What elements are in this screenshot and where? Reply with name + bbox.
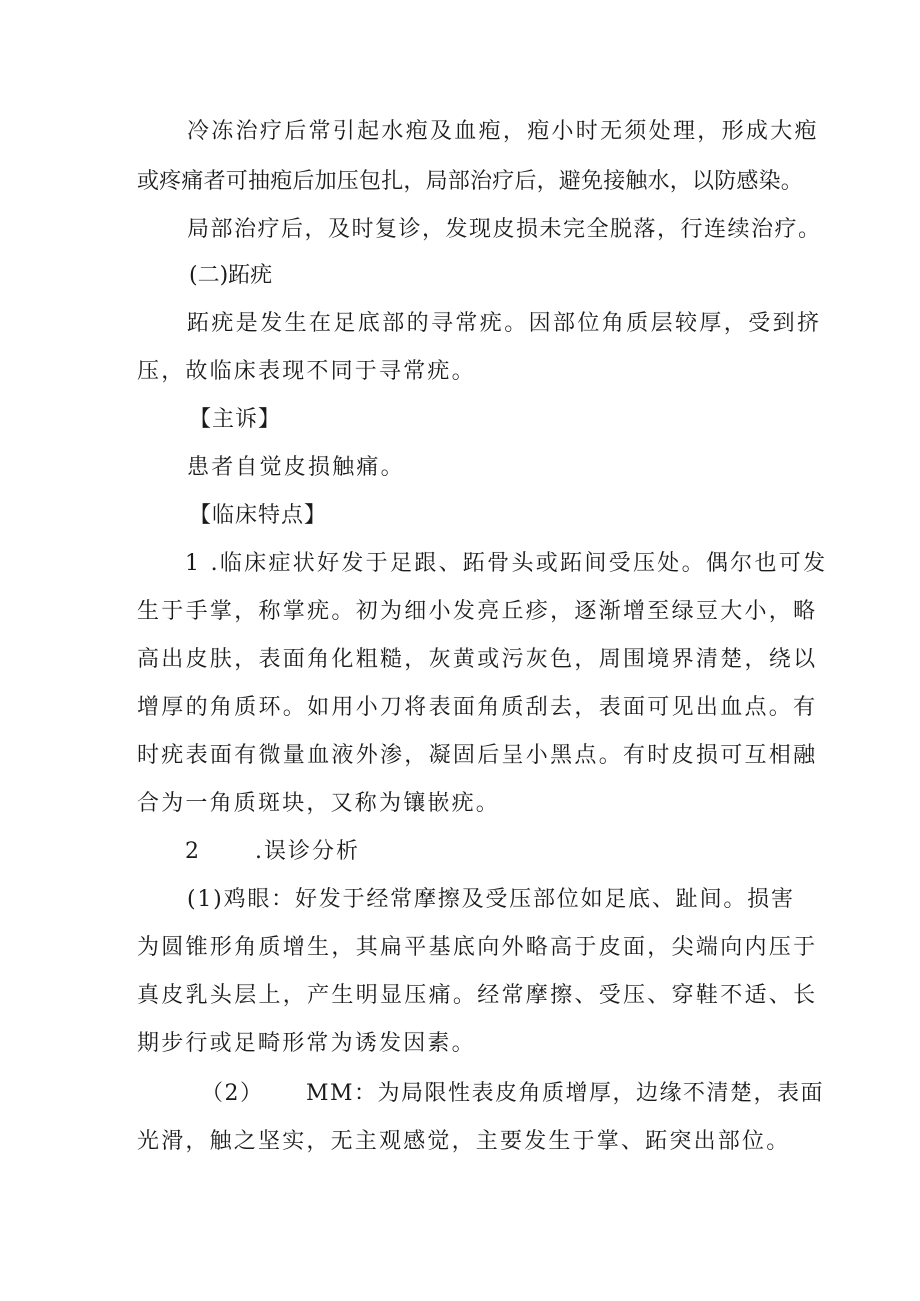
paragraph-line-1: 冷冻治疗后常引起水疱及血疱，疱小时无须处理，形成大疱 — [187, 119, 819, 144]
section-heading-plantar-warts: (二)跖疣 — [189, 263, 273, 288]
paragraph-line-20: 期步行或足畸形常为诱发因素。 — [137, 1031, 476, 1056]
paragraph-line-17: (1)鸡眼：好发于经常摩擦及受压部位如足底、趾间。损害 — [187, 887, 795, 912]
paragraph-line-13: 增厚的角质环。如用小刀将表面角质刮去，表面可见出血点。有 — [137, 695, 818, 720]
paragraph-line-22: 光滑，触之坚实，无主观感觉，主要发生于掌、跖突出部位。 — [137, 1129, 791, 1154]
paragraph-line-2: 或疼痛者可抽疱后加压包扎，局部治疗后，避免接触水，以防感染。 — [137, 169, 804, 194]
paragraph-line-3: 局部治疗后，及时复诊，发现皮损未完全脱落，行连续治疗。 — [187, 217, 822, 242]
heading-clinical-features: 【临床特点】 — [189, 503, 328, 528]
paragraph-line-5: 跖疣是发生在足底部的寻常疣。因部位角质层较厚，受到挤 — [187, 311, 822, 336]
paragraph-line-12: 高出皮肤，表面角化粗糙，灰黄或污灰色，周围境界清楚，绕以 — [137, 647, 818, 672]
paragraph-line-15: 合为一角质斑块，又称为镶嵌疣。 — [137, 791, 501, 816]
heading-chief-complaint: 【主诉】 — [189, 407, 282, 432]
paragraph-line-19: 真皮乳头层上，产生明显压痛。经常摩擦、受压、穿鞋不适、长 — [137, 983, 818, 1008]
paragraph-line-14: 时疣表面有微量血液外渗，凝固后呈小黑点。有时皮损可互相融 — [137, 743, 818, 768]
paragraph-line-8: 患者自觉皮损触痛。 — [187, 455, 405, 480]
paragraph-line-18: 为圆锥形角质增生，其扁平基底向外略高于皮面，尖端向内压于 — [137, 935, 818, 960]
paragraph-line-10: 1 .临床症状好发于足跟、跖骨头或跖间受压处。偶尔也可发 — [185, 551, 828, 576]
heading-misdiagnosis-analysis: 2 .误诊分析 — [185, 839, 360, 864]
paragraph-line-21: （2） MM：为局限性表皮角质增厚，边缘不清楚，表面 — [201, 1081, 825, 1106]
paragraph-line-11: 生于手掌，称掌疣。初为细小发亮丘疹，逐渐增至绿豆大小，略 — [137, 599, 818, 624]
paragraph-line-6: 压，故临床表现不同于寻常疣。 — [137, 359, 476, 384]
